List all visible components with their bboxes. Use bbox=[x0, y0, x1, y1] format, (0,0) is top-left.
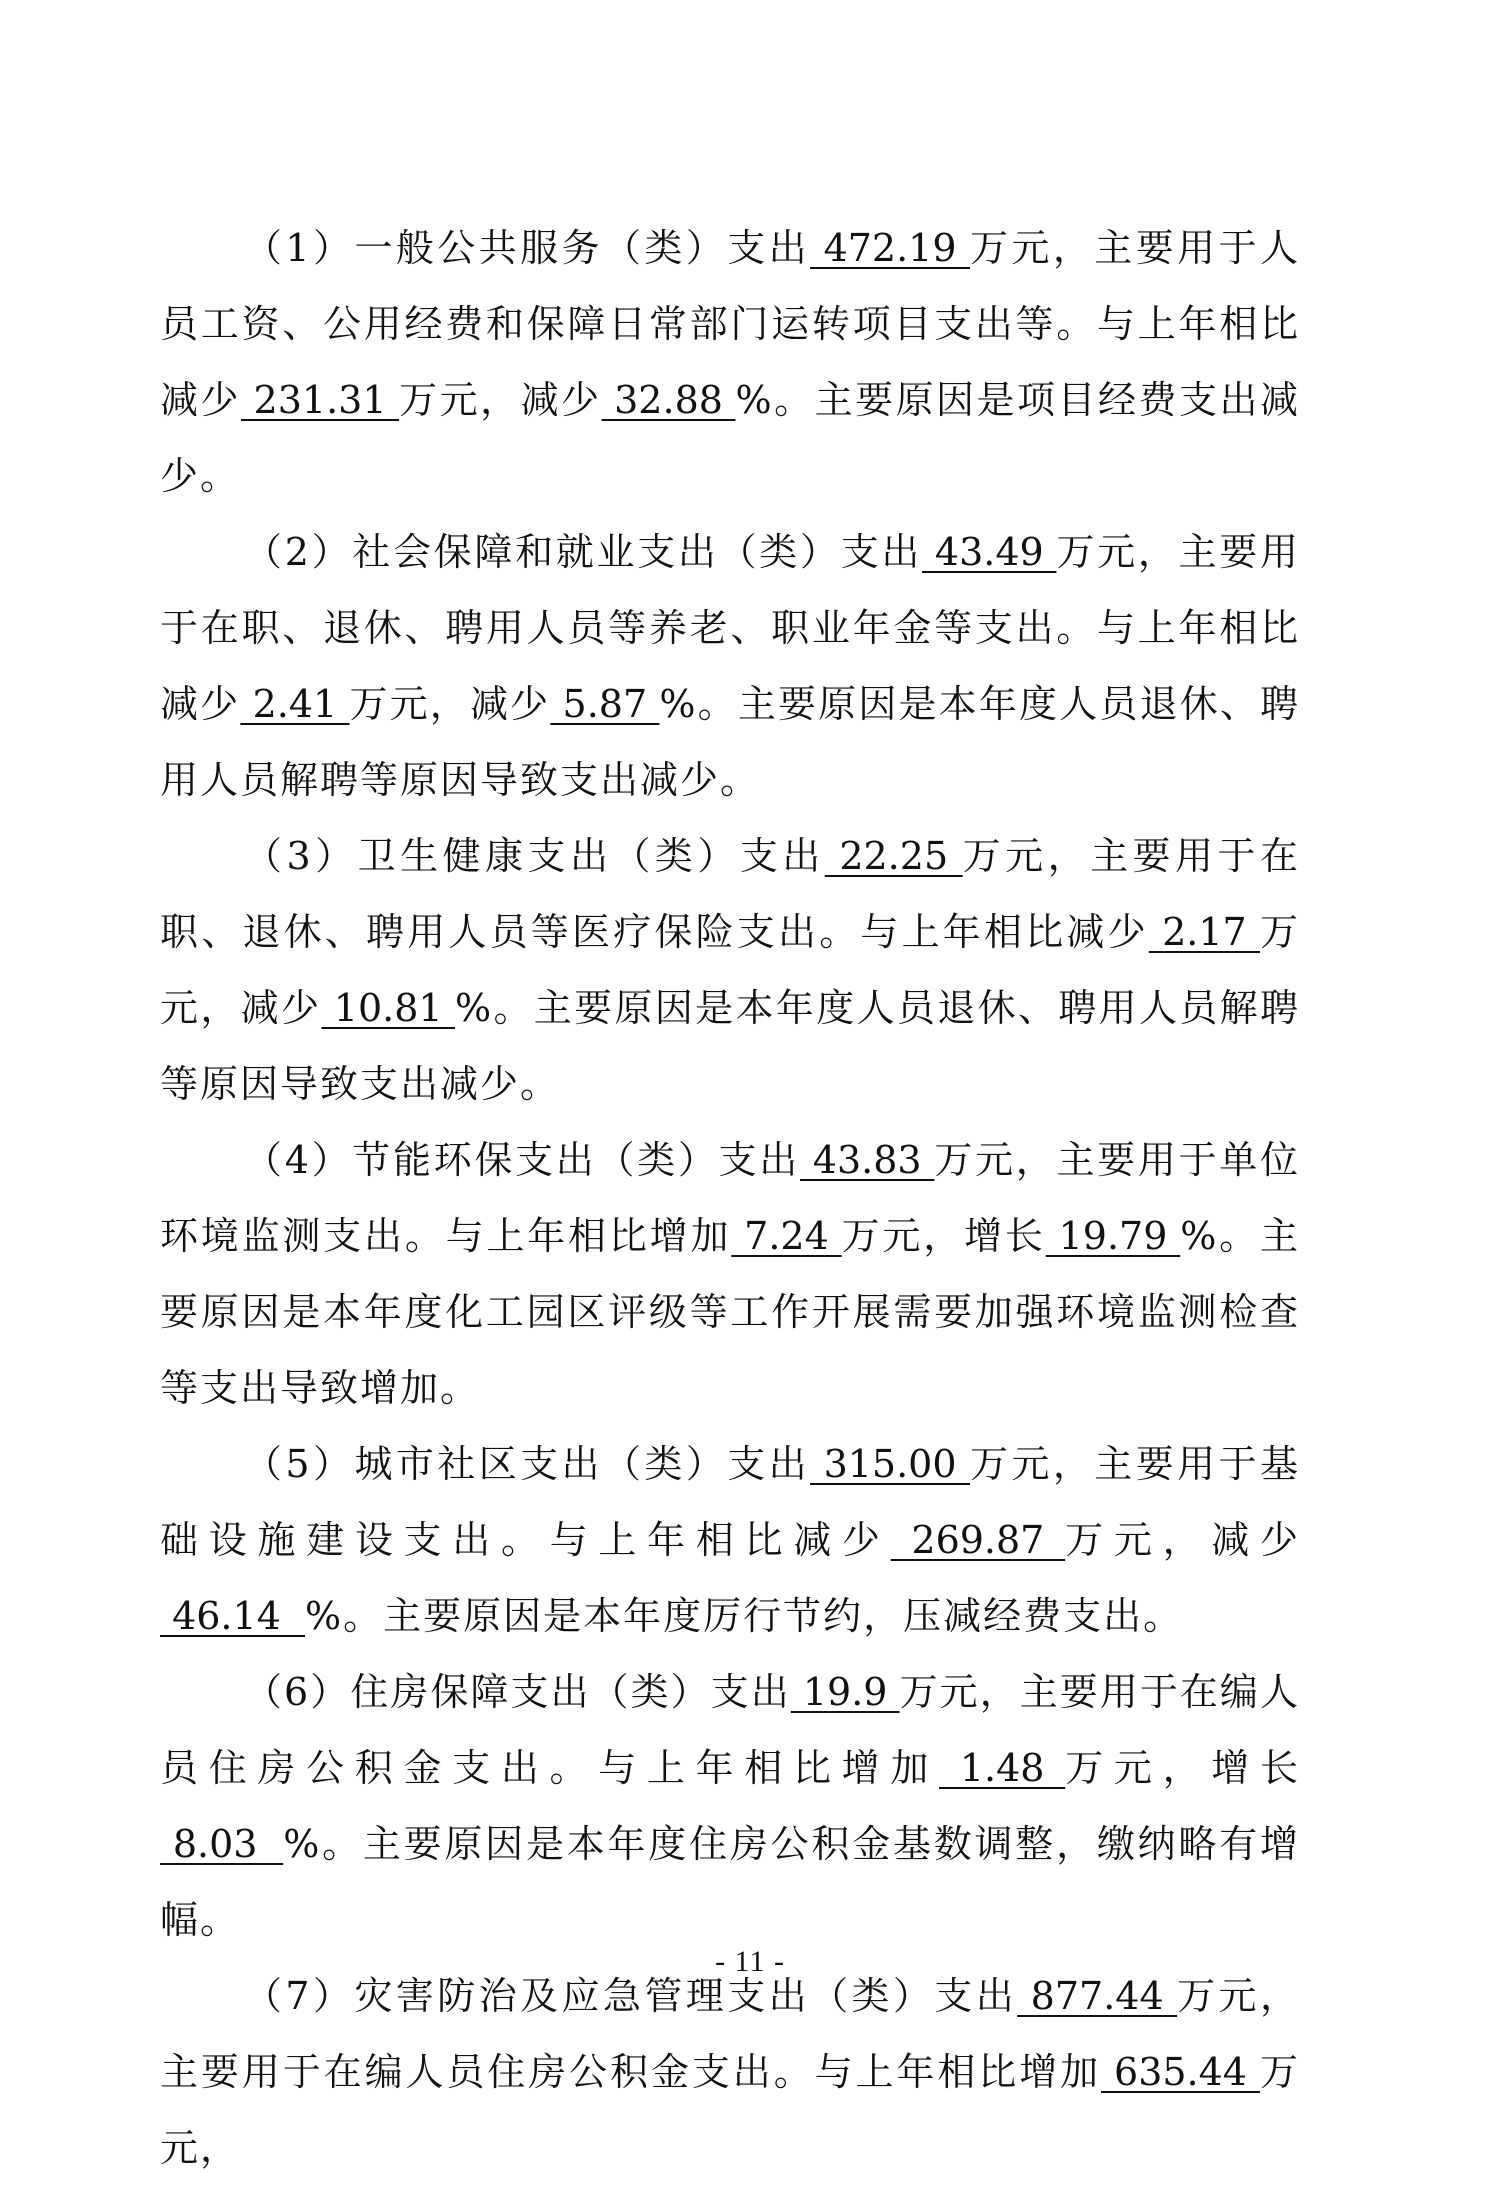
text-run: %。主要原因是本年度化工园区评级等工作开展需要加强环境监测检查等支出导致增加。 bbox=[160, 1214, 1300, 1410]
text-run: 万元，主要用于在职、退休、聘用人员等医疗保险支出。与上年相比减少 bbox=[160, 834, 1300, 954]
percent-underlined: 19.79 bbox=[1045, 1214, 1181, 1258]
amount-underlined: 2.41 bbox=[240, 682, 350, 726]
percent-underlined: 46.14 bbox=[160, 1594, 306, 1638]
amount-underlined: 1.48 bbox=[939, 1746, 1066, 1790]
amount-underlined: 43.49 bbox=[922, 530, 1057, 574]
text-run: （5）城市社区支出（类）支出 bbox=[244, 1442, 811, 1486]
text-run: （2）社会保障和就业支出（类）支出 bbox=[244, 530, 923, 574]
text-run: 万元，减少 bbox=[1065, 1518, 1300, 1562]
text-run: %。主要原因是本年度人员退休、聘用人员解聘等原因导致支出减少。 bbox=[160, 682, 1300, 802]
text-run: 万元， bbox=[160, 2050, 1300, 2170]
paragraph-disaster-prevention bbox=[160, 1958, 1300, 2186]
text-run: %。主要原因是本年度厉行节约，压减经费支出。 bbox=[305, 1594, 1184, 1638]
percent-underlined: 32.88 bbox=[601, 378, 736, 422]
text-run: 万元，主要用于在职、退休、聘用人员等养老、职业年金等支出。与上年相比减少 bbox=[160, 530, 1300, 726]
page-number: - 11 - bbox=[715, 1945, 785, 1978]
text-run: 万元，主要用于在编人员住房公积金支出。与上年相比增加 bbox=[160, 1974, 1300, 2094]
amount-underlined: 22.25 bbox=[824, 834, 963, 878]
amount-underlined: 19.9 bbox=[790, 1670, 900, 1714]
percent-underlined: 5.87 bbox=[550, 682, 660, 726]
paragraph-housing bbox=[160, 1654, 1300, 1958]
text-run: 万元，减少 bbox=[399, 378, 602, 422]
document-body bbox=[160, 210, 1300, 2186]
text-run: 万元，减少 bbox=[160, 910, 1300, 1030]
amount-underlined: 231.31 bbox=[240, 378, 400, 422]
text-run: 万元，增长 bbox=[841, 1214, 1046, 1258]
text-run: 万元，主要用于单位环境监测支出。与上年相比增加 bbox=[160, 1138, 1300, 1258]
paragraph-general-public-services bbox=[160, 210, 1300, 514]
percent-underlined: 10.81 bbox=[321, 986, 456, 1030]
text-run: （4）节能环保支出（类）支出 bbox=[244, 1138, 801, 1182]
amount-underlined: 2.17 bbox=[1148, 910, 1260, 954]
text-run: （3）卫生健康支出（类）支出 bbox=[244, 834, 825, 878]
text-run: 万元，主要用于基础设施建设支出。与上年相比减少 bbox=[160, 1442, 1300, 1562]
text-run: 万元，主要用于人员工资、公用经费和保障日常部门运转项目支出等。与上年相比减少 bbox=[160, 226, 1300, 422]
text-run: 万元，增长 bbox=[1065, 1746, 1300, 1790]
amount-underlined: 472.19 bbox=[810, 226, 971, 270]
amount-underlined: 43.83 bbox=[800, 1138, 935, 1182]
text-run: 万元，减少 bbox=[349, 682, 551, 726]
paragraph-social-security bbox=[160, 514, 1300, 818]
amount-underlined: 269.87 bbox=[890, 1518, 1066, 1562]
text-run: （7）灾害防治及应急管理支出（类）支出 bbox=[244, 1974, 1018, 2018]
amount-underlined: 315.00 bbox=[810, 1442, 971, 1486]
paragraph-urban-community bbox=[160, 1426, 1300, 1654]
percent-underlined: 8.03 bbox=[160, 1822, 284, 1866]
amount-underlined: 7.24 bbox=[731, 1214, 842, 1258]
paragraph-health bbox=[160, 818, 1300, 1122]
text-run: %。主要原因是本年度住房公积金基数调整，缴纳略有增幅。 bbox=[160, 1822, 1300, 1942]
text-run: （6）住房保障支出（类）支出 bbox=[244, 1670, 791, 1714]
text-run: 万元，主要用于在编人员住房公积金支出。与上年相比增加 bbox=[160, 1670, 1300, 1790]
text-run: （1）一般公共服务（类）支出 bbox=[244, 226, 811, 270]
amount-underlined: 635.44 bbox=[1101, 2050, 1260, 2094]
paragraph-energy-environment bbox=[160, 1122, 1300, 1426]
text-run: %。主要原因是本年度人员退休、聘用人员解聘等原因导致支出减少。 bbox=[160, 986, 1300, 1106]
text-run: %。主要原因是项目经费支出减少。 bbox=[160, 378, 1300, 498]
amount-underlined: 877.44 bbox=[1017, 1974, 1178, 2018]
